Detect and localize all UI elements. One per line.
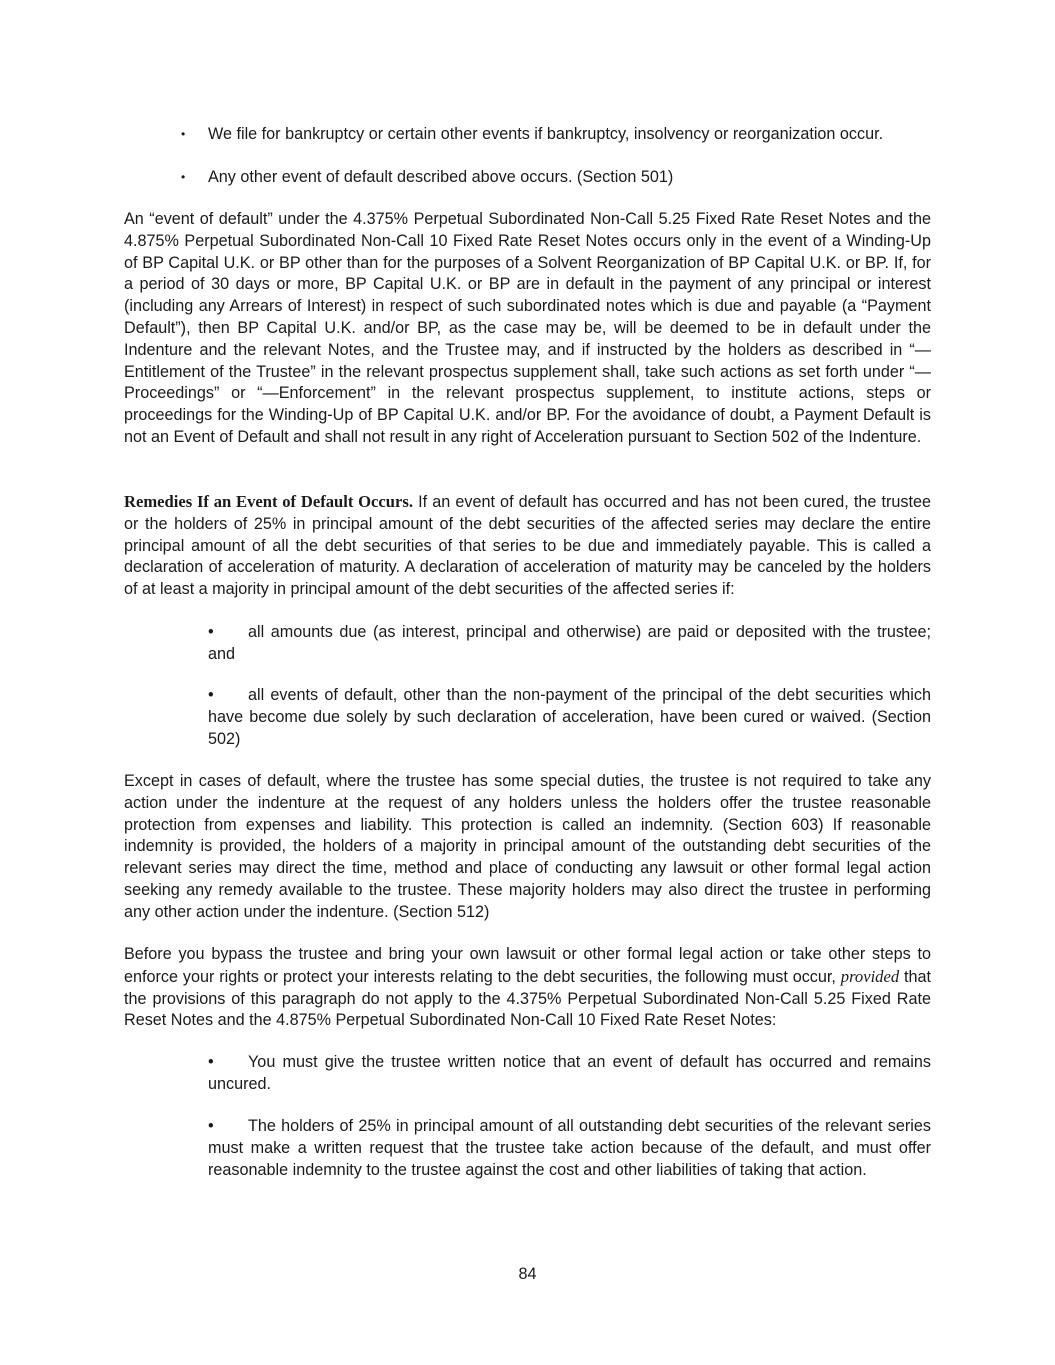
bullet-icon: • [208,1053,214,1071]
list-item-text: all events of default, other than the non-payment of the principal of the debt securities which have become due solely by such declaration of acceleration, have been cured or waived. (Section 502) [208,686,931,748]
list-item-text: The holders of 25% in principal amount of all outstanding debt securities of the relevant series must make a written request that the trustee take action because of the default, and must offer reasonable indemnity to the trustee against the cost and other liabilities of taking that action. [208,1117,931,1179]
paragraph-bypass [124,944,931,1032]
section-heading: Remedies If an Event of Default Occurs. [124,492,413,511]
paragraph-bypass-text-rest: that the provisions of this paragraph do not apply to the 4.375% Perpetual Subordinated Non-Call 5.25 Fixed Rate Reset Notes and the 4.875% Perpetual Subordinated Non-Call 10 Fixed Rate Reset Notes: [124,967,932,1030]
paragraph-remedies-text: If an event of default has occurred and has not been cured, the trustee or the holders of 25% in principal amount of the debt securities of the affected series may declare the entire principal amount of all the debt securities of that series to be due and immediately payable. This is called a declaration of acceleration of maturity. A declaration of acceleration of maturity may be canceled by the holders of at least a majority in principal amount of the debt securities of the affected series if: [124,493,931,599]
list-item [181,167,931,189]
list-item [181,124,931,146]
list-item [208,685,931,750]
provided-term: provided [840,966,900,986]
paragraph-bypass-text: Before you bypass the trustee and bring your own lawsuit or other formal legal action or take other steps to enforce your rights or protect your interests relating to the debt securities, the following must occur, [124,945,931,986]
bullet-icon: • [208,686,214,704]
paragraph-event-of-default: An “event of default” under the 4.375% Perpetual Subordinated Non-Call 5.25 Fixed Rate Reset Notes and the 4.875% Perpetual Subordinated Non-Call 10 Fixed Rate Reset Notes occurs only in the event of a Winding-Up of BP Capital U.K. or BP other than for the purposes of a Solvent Reorganization of BP Capital U.K. or BP. If, for a period of 30 days or more, BP Capital U.K. or BP are in default in the payment of any principal or interest (including any Arrears of Interest) in respect of such subordinated notes which is due and payable (a “Payment Default”), then BP Capital U.K. and/or BP, as the case may be, will be deemed to be in default under the Indenture and the relevant Notes, and the Trustee may, and if instructed by the holders as described in “—Entitlement of the Trustee” in the relevant prospectus supplement shall, take such actions as set forth under “—Proceedings” or “—Enforcement” in the relevant prospectus supplement, to institute actions, steps or proceedings for the Winding-Up of BP Capital U.K. and/or BP. For the avoidance of doubt, a Payment Default is not an Event of Default and shall not result in any right of Acceleration pursuant to Section 502 of the Indenture. [124,210,931,446]
list-item [208,1052,931,1096]
bullet-icon: • [208,1117,214,1135]
list-item-text: Any other event of default described above occurs. (Section 501) [208,168,674,186]
bullet-icon: • [208,623,214,641]
bullet-icon: • [181,127,186,141]
list-item [208,1116,931,1181]
page-number: 84 [518,1265,537,1283]
list-item-text: We file for bankruptcy or certain other events if bankruptcy, insolvency or reorganization occur. [208,125,884,143]
bullet-icon: • [181,170,186,184]
paragraph-remedies [124,491,931,601]
list-item-text: all amounts due (as interest, principal and otherwise) are paid or deposited with the trustee; and [208,623,931,663]
list-item-text: You must give the trustee written notice that an event of default has occurred and remains uncured. [208,1053,931,1093]
paragraph-indemnity: Except in cases of default, where the trustee has some special duties, the trustee is not required to take any action under the indenture at the request of any holders unless the holders offer the trustee reasonable protection from expenses and liability. This protection is called an indemnity. (Section 603) If reasonable indemnity is provided, the holders of a majority in principal amount of the outstanding debt securities of the relevant series may direct the time, method and place of conducting any lawsuit or other formal legal action seeking any remedy available to the trustee. These majority holders may also direct the trustee in performing any other action under the indenture. (Section 512) [124,772,931,921]
list-item [208,622,931,666]
